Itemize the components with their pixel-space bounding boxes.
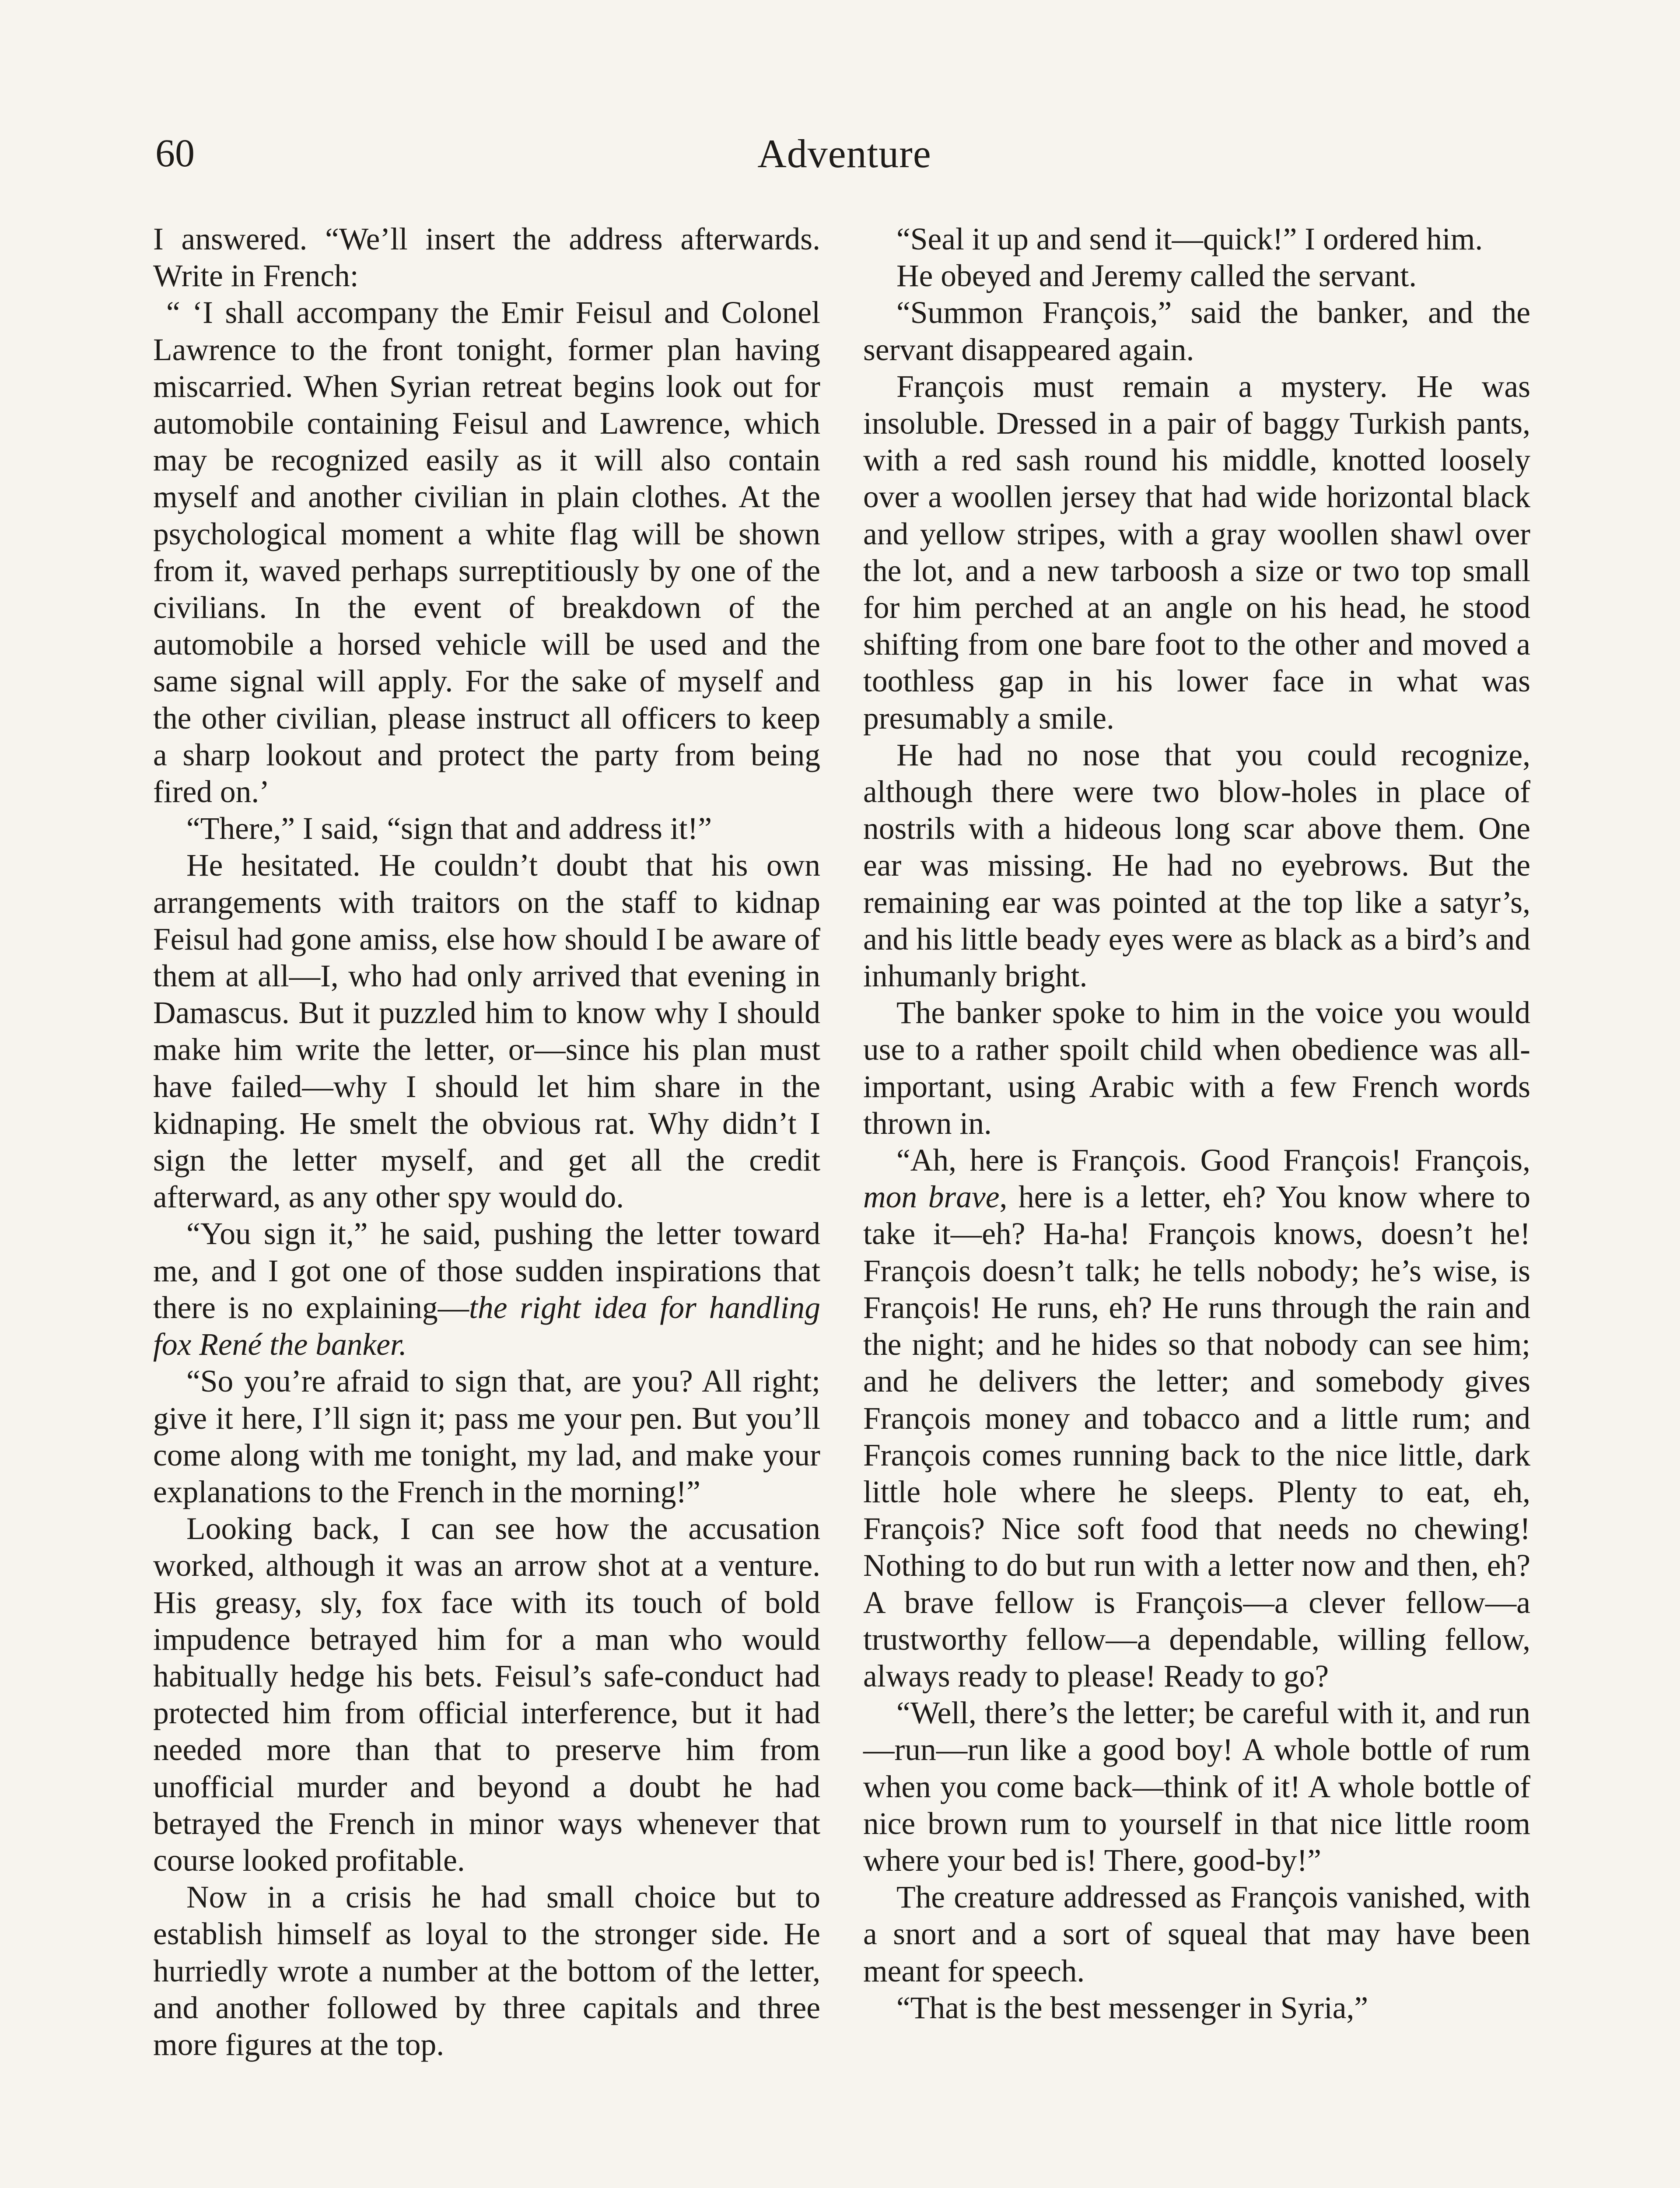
page-header [155,125,1533,186]
left-text-column [153,221,820,2063]
paragraph: “So you’re afraid to sign that, are you? All right; give it here, I’ll sign it; pass me your pen. But you’ll come along with me tonight, my lad, and make your explanations to the French in the morning!” [153,1364,820,1509]
paragraph: Looking back, I can see how the accusation worked, although it was an arrow shot at a venture. His greasy, sly, fox face with its touch of bold impudence betrayed him for a man who would habitually hedge his bets. Feisul’s safe-conduct had protected him from official interference, but it had needed more than that to preserve him from unofficial murder and beyond a doubt he had betrayed the French in minor ways whenever that course looked profitable. [153,1511,820,1878]
paragraph [153,1216,820,1363]
paragraph: “That is the best messenger in Syria,” [896,1990,1368,2025]
paragraph: I answered. “We’ll insert the address afterwards. Write in French: [153,222,820,294]
paragraph-text: “Ah, here is François. Good François! François, [896,1143,1530,1178]
paragraph: “There,” I said, “sign that and address it!” [186,811,712,846]
running-title: Adventure [757,131,931,176]
paragraph-text: “You sign it,” he said, pushing the letter toward me, and I got one of those sudden inspirations that there is no explaining— [153,1217,820,1325]
paragraph: “Seal it up and send it—quick!” I ordered him. [896,222,1483,256]
paragraph: “ ‘I shall accompany the Emir Feisul and Colonel Lawrence to the front tonight, former plan having miscarried. When Syrian retreat begins look out for automobile containing Feisul and Lawrence, which may be recognized easily as it will also contain myself and another civilian in plain clothes. At the psychological moment a white flag will be shown from it, waved perhaps surreptitiously by one of the civilians. In the event of breakdown of the automobile a horsed vehicle will be used and the same signal will apply. For the sake of myself and the other civilian, please instruct all officers to keep a sharp lookout and protect the party from being fired on.’ [153,295,820,810]
paragraph: He had no nose that you could recognize, although there were two blow-holes in place of nostrils with a hideous long scar above them. One ear was missing. He had no eyebrows. But the remaining ear was pointed at the top like a satyr’s, and his little beady eyes were as black as a bird’s and inhumanly bright. [863,737,1530,994]
right-text-column [863,221,1530,2027]
italic-text: the right idea for handling fox René the banker. [153,1290,820,1362]
paragraph [863,1142,1530,1695]
page-number: 60 [155,132,195,175]
paragraph: The creature addressed as François vanished, with a snort and a sort of squeal that may have been meant for speech. [863,1880,1530,1988]
italic-text: mon brave [863,1180,1000,1215]
paragraph: “Well, there’s the letter; be careful with it, and run—run—run like a good boy! A whole bottle of rum when you come back—think of it! A whole bottle of nice brown rum to yourself in that nice little room where your bed is! There, good-by!” [863,1696,1530,1878]
paragraph: François must remain a mystery. He was insoluble. Dressed in a pair of baggy Turkish pants, with a red sash round his middle, knotted loosely over a woollen jersey that had wide horizontal black and yellow stripes, with a gray woollen shawl over the lot, and a new tarboosh a size or two top small for him perched at an angle on his head, he stood shifting from one bare foot to the other and moved a toothless gap in his lower face in what was presumably a smile. [863,369,1530,736]
paragraph: “Summon François,” said the banker, and the servant disappeared again. [863,295,1530,367]
paragraph-text: , here is a letter, eh? You know where to take it—eh? Ha-ha! François knows, doesn’t he! François doesn’t talk; he tells nobody; he’s wise, is François! He runs, eh? He runs through the rain and the night; and he hides so that nobody can see him; and he delivers the letter; and somebody gives François money and tobacco and a little rum; and François comes running back to the nice little, dark little hole where he sleeps. Plenty to eat, eh, François? Nice soft food that needs no chewing! Nothing to do but run with a letter now and then, eh? A brave fellow is François—a clever fellow—a trustworthy fellow—a dependable, willing fellow, always ready to please! Ready to go? [863,1180,1530,1694]
paragraph: He hesitated. He couldn’t doubt that his own arrangements with traitors on the staff to kidnap Feisul had gone amiss, else how should I be aware of them at all—I, who had only arrived that evening in Damascus. But it puzzled him to know why I should make him write the letter, or—since his plan must have failed—why I should let him share in the kidnaping. He smelt the obvious rat. Why didn’t I sign the letter myself, and get all the credit afterward, as any other spy would do. [153,848,820,1215]
paragraph: The banker spoke to him in the voice you would use to a rather spoilt child when obedience was all-important, using Arabic with a few French words thrown in. [863,996,1530,1141]
paragraph: He obeyed and Jeremy called the servant. [896,259,1417,294]
paragraph: Now in a crisis he had small choice but to establish himself as loyal to the stronger side. He hurriedly wrote a number at the bottom of the letter, and another followed by three capitals and three more figures at the top. [153,1880,820,2062]
